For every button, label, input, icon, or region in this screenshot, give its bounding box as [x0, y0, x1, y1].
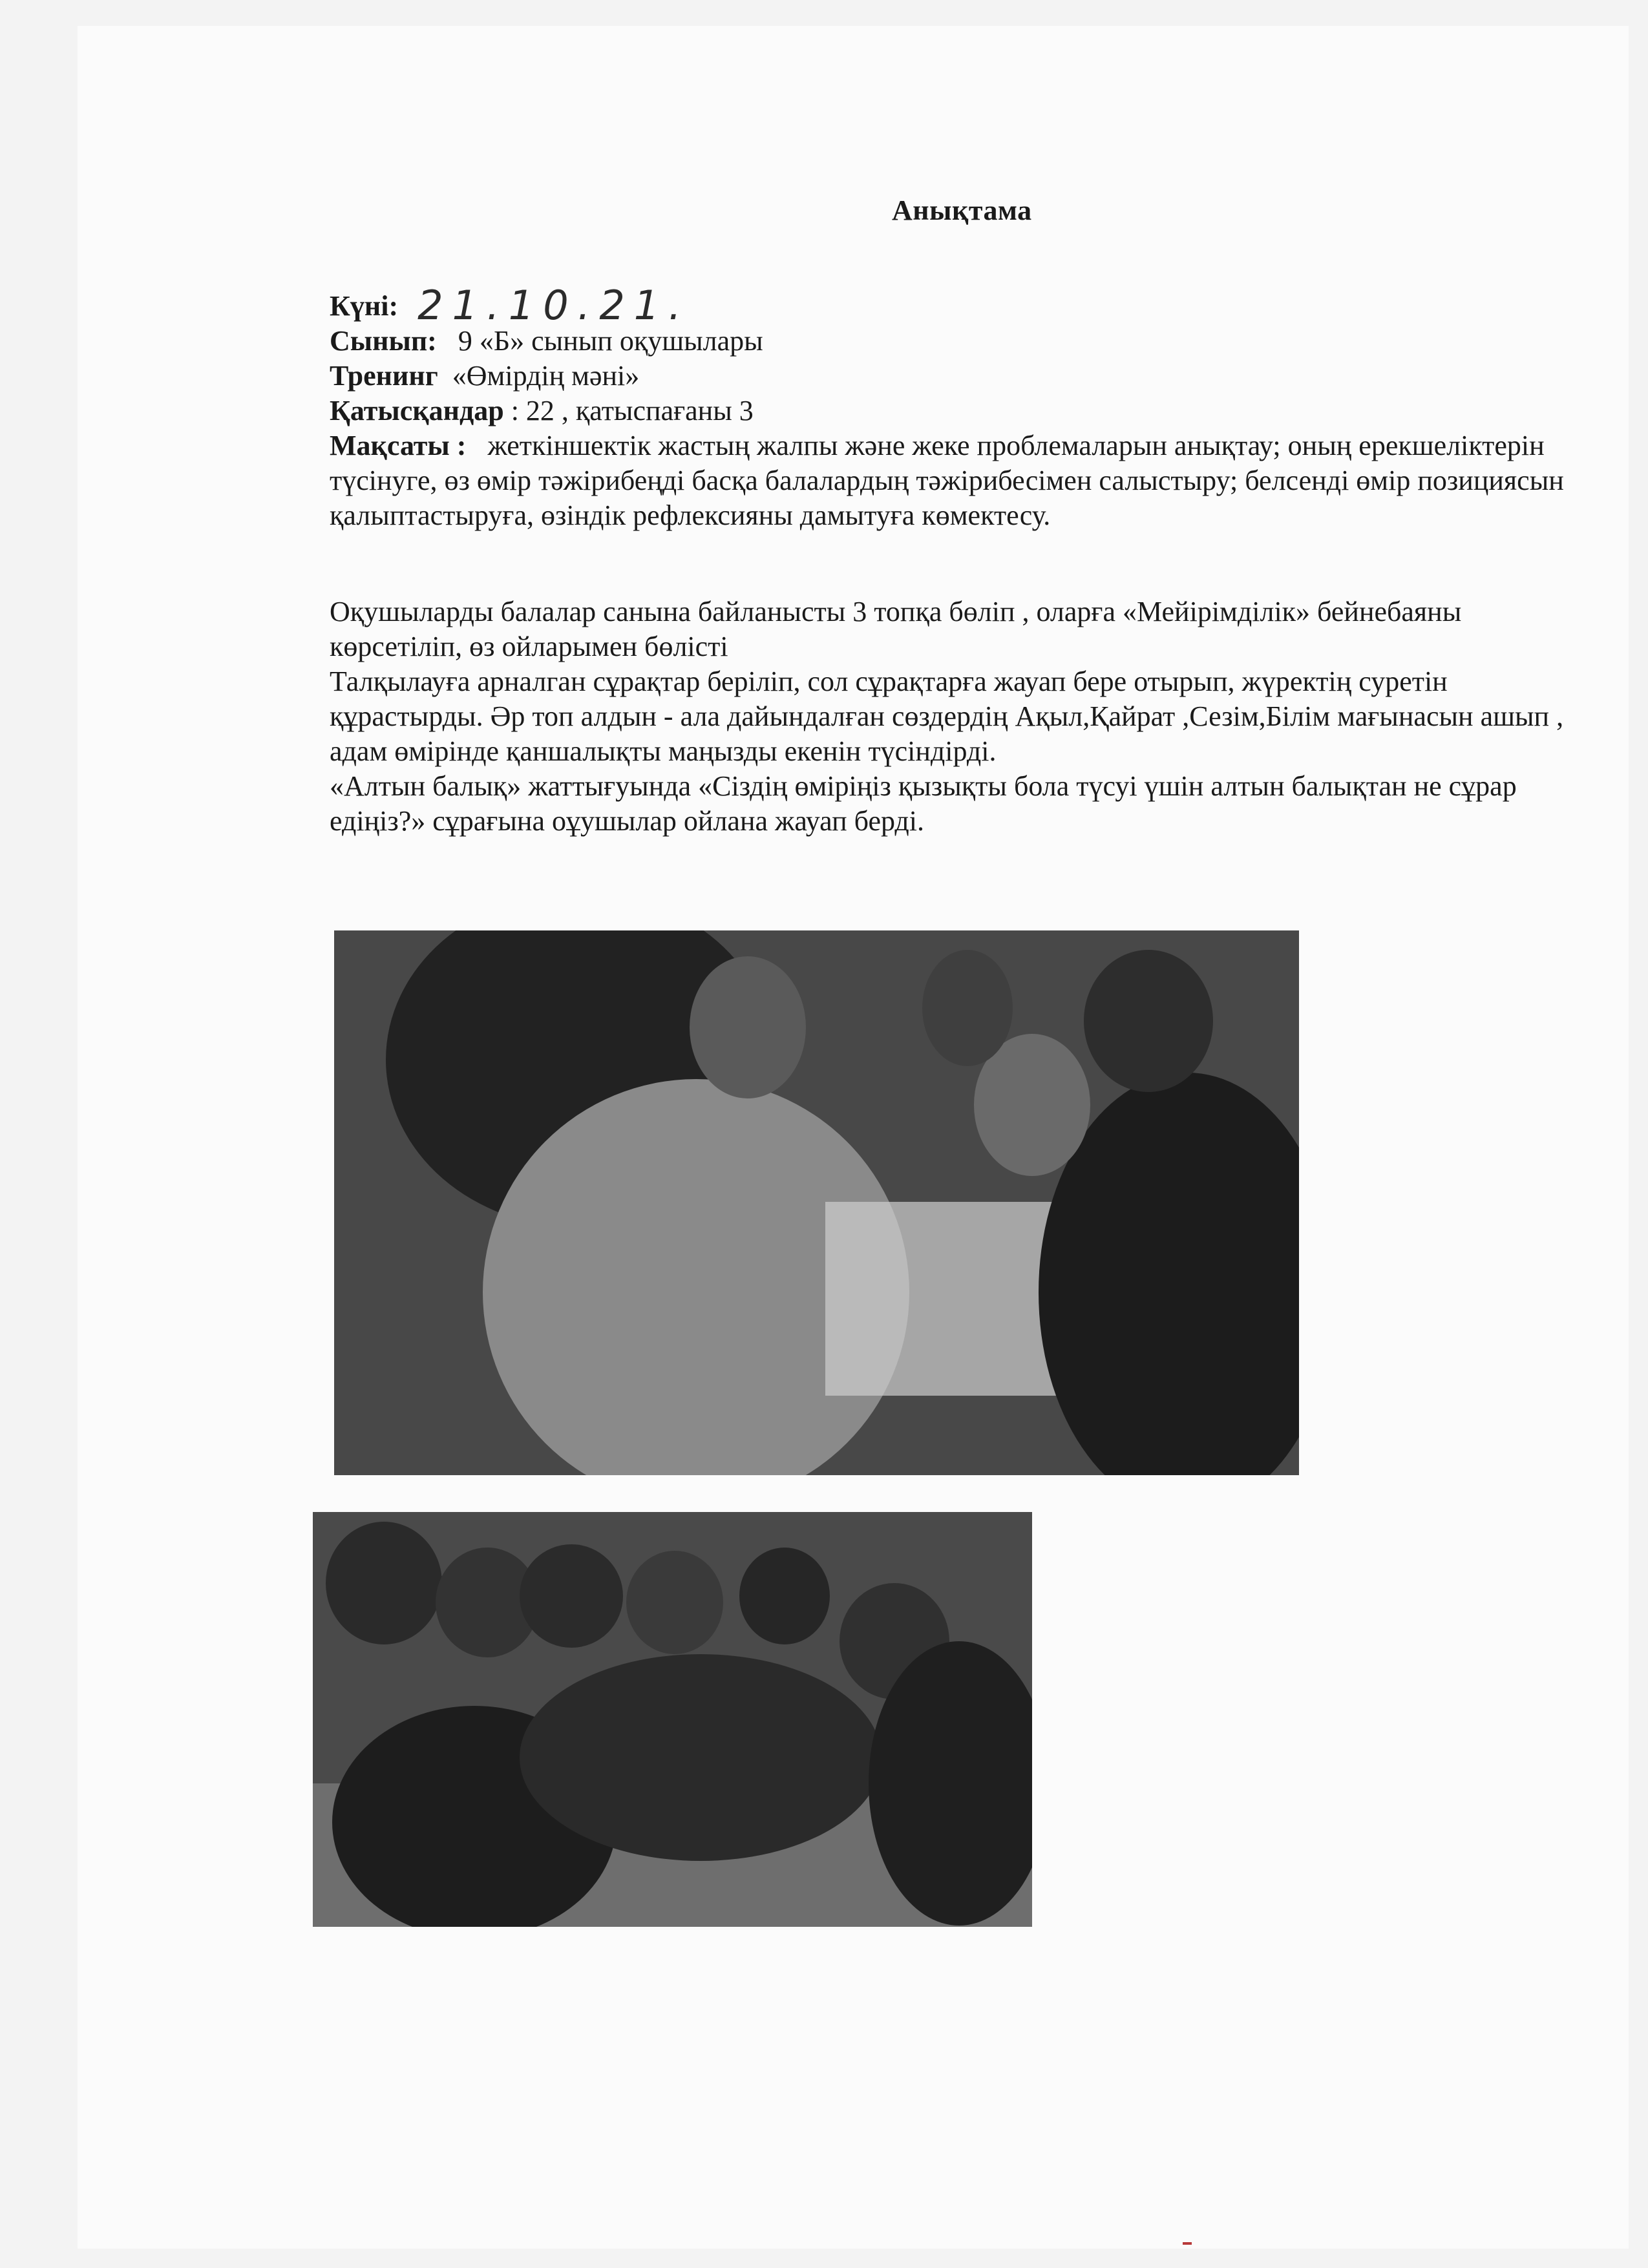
class-row	[330, 324, 1590, 359]
photo-placeholder	[334, 930, 1299, 1475]
document-title: Анықтама	[892, 194, 1032, 226]
participants-label: Қатысқандар	[330, 395, 504, 426]
photo-placeholder	[313, 1512, 1032, 1927]
training-row	[330, 359, 1590, 394]
goal-text: жеткіншектік жастың жалпы және жеке проблемаларын анықтау; оның ерекшеліктерін түсінуге, өз өмір тәжірибеңді басқа балалардың тәжірибесімен салыстыру; белсенді өмір позициясын қалыптастыруға, өзіндік рефлексияны дамытуға көмектесу.	[330, 430, 1564, 531]
paragraph-goldfish: «Алтын балық» жаттығуында «Сіздің өміріңіз қызықты бола түсуі үшін алтын балықтан не сұрар едіңіз?» сұрағына оұушылар ойлана жауап берді.	[330, 770, 1517, 837]
scan-mark	[1183, 2242, 1192, 2245]
body-text	[330, 594, 1590, 839]
participants-row	[330, 394, 1590, 428]
date-label: Күні:	[330, 290, 399, 322]
class-value: 9 «Б» сынып оқушылары	[458, 325, 763, 357]
group-activity-photo	[334, 930, 1299, 1475]
date-row	[330, 282, 1590, 329]
date-value: 21.10.21.	[417, 282, 690, 329]
info-block	[330, 284, 1590, 533]
training-label: Тренинг	[330, 360, 438, 392]
class-label: Сынып:	[330, 325, 437, 357]
group-discussion-photo	[313, 1512, 1032, 1927]
participants-value: : 22 , қатыспағаны 3	[511, 395, 754, 426]
goal-label: Мақсаты :	[330, 430, 467, 461]
paragraph-groups: Оқушыларды балалар санына байланысты 3 топқа бөліп , оларға «Мейірімділік» бейнебаяны көрсетіліп, өз ойларымен бөлісті	[330, 596, 1462, 662]
goal-row	[330, 428, 1590, 533]
training-value: «Өмірдің мәні»	[452, 360, 640, 392]
paragraph-discussion: Талқылауға арналган сұрақтар беріліп, сол сұрақтарға жауап бере отырып, жүректің суретін құрастырды. Әр топ алдын - ала дайындалған сөздердің Ақыл,Қайрат ,Сезім,Білім мағынасын ашып , адам өмірінде қаншалықты маңызды екенін түсіндірді.	[330, 666, 1564, 767]
